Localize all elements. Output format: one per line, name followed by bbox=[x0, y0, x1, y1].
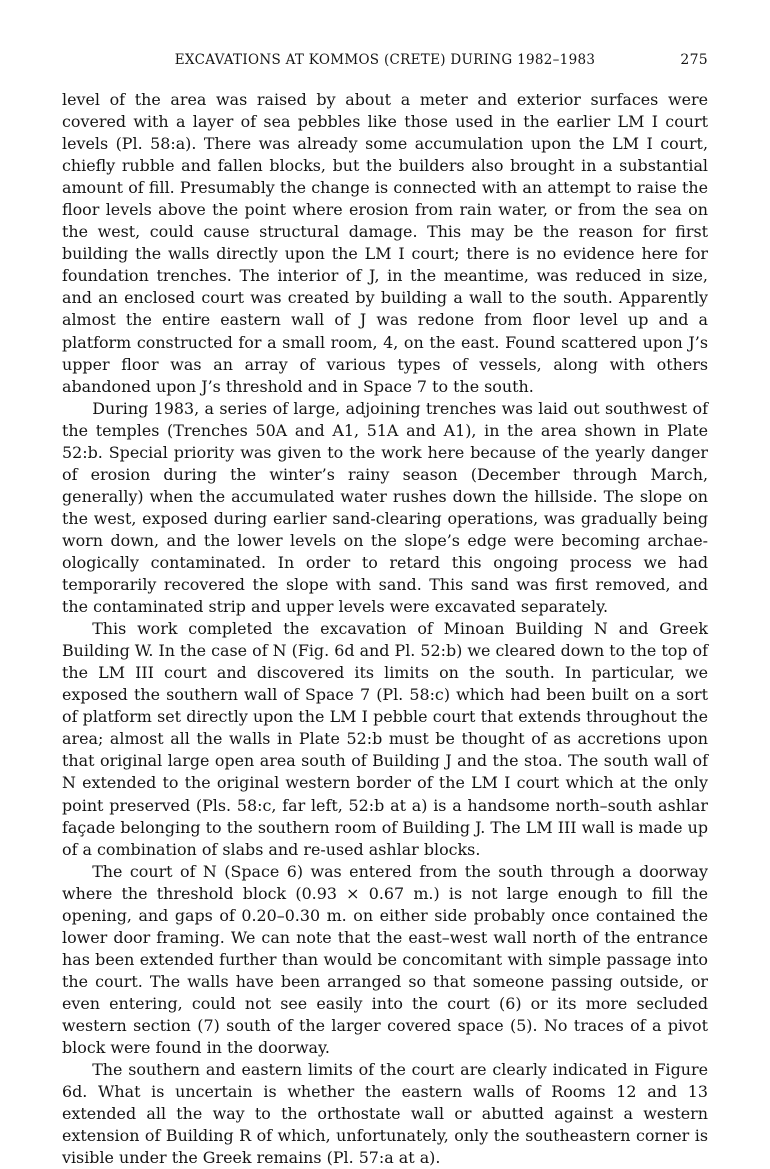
paragraph-1: level of the area was raised by about a meter and exterior surfaces were covered with a layer of sea pebbles like those used in the earlier LM I court levels (Pl. 58:a). There was already some accumulation upon the LM I court, chiefly rubble and fallen blocks, but the builders also brought in a substantial amount of fill. Presumably the change is connected with an attempt to raise the floor levels above the point where erosion from rain water, or from the sea on the west, could cause structural damage. This may be the reason for first building the walls directly upon the LM I court; there is no evidence here for foundation trenches. The interior of J, in the meantime, was reduced in size, and an enclosed court was created by building a wall to the south. Apparently almost the entire eastern wall of J was redone from floor level up and a platform constructed for a small room, 4, on the east. Found scattered upon J’s upper floor was an array of various types of vessels, along with others abandoned upon J’s threshold and in Space 7 to the south. bbox=[62, 90, 708, 396]
page-number: 275 bbox=[680, 52, 708, 68]
paragraph-2: During 1983, a series of large, adjoining trenches was laid out southwest of the temples (Trenches 50A and A1, 51A and A1), in the area shown in Plate 52:b. Special priority was given to the work here because of the yearly danger of erosion during the winter’s rainy season (December through March, generally) when the accumulated water rushes down the hillside. The slope on the west, exposed during earlier sand-clearing operations, was gradually being worn down, and the lower levels on the slope’s edge were becoming archaeologically contaminated. In order to retard this ongoing process we had temporarily recovered the slope with sand. This sand was first removed, and the contaminated strip and upper levels were excavated separately. bbox=[62, 398, 708, 617]
paragraph-4: The court of N (Space 6) was entered from the south through a doorway where the threshold block (0.93 × 0.67 m.) is not large enough to fill the opening, and gaps of 0.20–0.30 m. on either side probably once contained the lower door framing. We can note that the east–west wall north of the entrance has been extended further than would be concomitant with simple passage into the court. The walls have been arranged so that someone passing outside, or even entering, could not see easily into the court (6) or its more secluded western section (7) south of the larger covered space (5). No traces of a pivot block were found in the doorway. bbox=[62, 861, 708, 1058]
running-header bbox=[62, 52, 708, 76]
paragraph-3: This work completed the excavation of Minoan Building N and Greek Building W. In the case of N (Fig. 6d and Pl. 52:b) we cleared down to the top of the LM III court and discovered its limits on the south. In particular, we exposed the southern wall of Space 7 (Pl. 58:c) which had been built on a sort of platform set directly upon the LM I pebble court that extends throughout the area; almost all the walls in Plate 52:b must be thought of as accretions upon that original large open area south of Building J and the stoa. The south wall of N extended to the original western border of the LM I court which at the only point preserved (Pls. 58:c, far left, 52:b at a) is a handsome north–south ashlar façade belonging to the southern room of Building J. The LM III wall is made up of a combination of slabs and re-used ashlar blocks. bbox=[62, 619, 708, 859]
running-title: EXCAVATIONS AT KOMMOS (CRETE) DURING 1982–1983 bbox=[174, 52, 596, 68]
paragraph-5: The southern and eastern limits of the court are clearly indicated in Figure 6d. What is uncertain is whether the eastern walls of Rooms 12 and 13 extended all the way to the orthostate wall or abutted against a western extension of Building R of which, unfortunately, only the southeastern corner is visible under the Greek remains (Pl. 57:a at a). bbox=[62, 1060, 708, 1168]
body-text bbox=[62, 89, 708, 1169]
